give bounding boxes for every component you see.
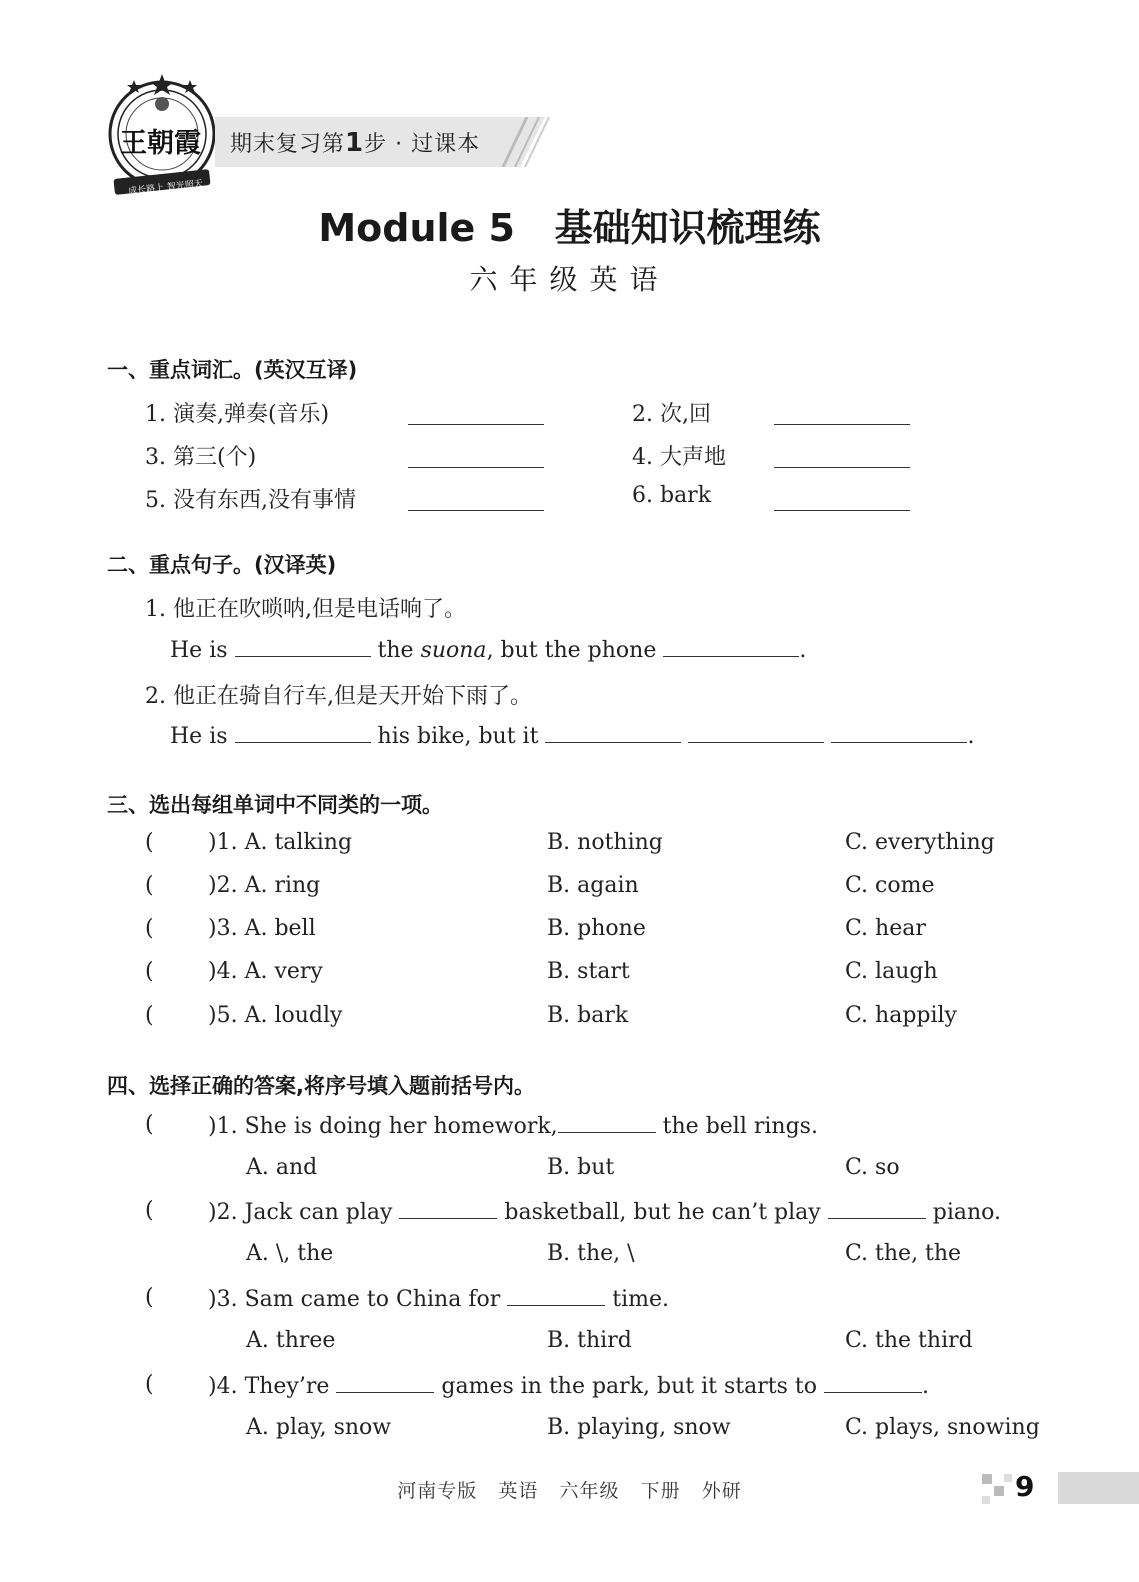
odd-one-q1: )1. A. talking xyxy=(208,830,353,855)
choice-q1-a: A. and xyxy=(246,1155,318,1180)
choice-q4-blank-2[interactable] xyxy=(824,1372,922,1393)
sentence-1-en: He is the suona, but the phone . xyxy=(170,638,807,663)
choice-q4-blank-1[interactable] xyxy=(336,1372,434,1393)
choice-q3-c: C. the third xyxy=(845,1328,973,1353)
choice-q1-b: B. but xyxy=(547,1155,615,1180)
odd-one-q4: )4. A. very xyxy=(208,959,323,984)
odd-one-q5: )5. A. loudly xyxy=(208,1003,343,1028)
sentence-2-blank-2[interactable] xyxy=(545,722,681,743)
odd-one-q2-b: B. again xyxy=(547,873,639,898)
odd-one-q3: )3. A. bell xyxy=(208,916,316,941)
odd-one-q3-b: B. phone xyxy=(547,916,646,941)
sentence-2-cn: 2. 他正在骑自行车,但是天开始下雨了。 xyxy=(145,684,532,709)
choice-q2-c: C. the, the xyxy=(845,1241,962,1266)
choice-q3-blank[interactable] xyxy=(507,1285,605,1306)
odd-one-q1-c: C. everything xyxy=(845,830,995,855)
choice-q2-blank-2[interactable] xyxy=(828,1198,926,1219)
vocab-item-3: 3. 第三(个) xyxy=(145,445,257,470)
sentence-1-blank-1[interactable] xyxy=(235,636,371,657)
choice-q3-b: B. third xyxy=(547,1328,632,1353)
odd-one-q2-c: C. come xyxy=(845,873,935,898)
vocab-blank-3[interactable] xyxy=(408,467,544,468)
page-number: 9 xyxy=(1015,1470,1035,1503)
page-subtitle: 六年级英语 xyxy=(469,263,670,296)
brand-motto: 成长路上 智光照天 xyxy=(127,179,204,197)
answer-paren[interactable]: ( xyxy=(145,1372,154,1397)
answer-paren[interactable]: ( xyxy=(145,1112,154,1137)
choice-q4-a: A. play, snow xyxy=(246,1415,392,1440)
choice-q4-b: B. playing, snow xyxy=(547,1415,731,1440)
choice-q4-c: C. plays, snowing xyxy=(845,1415,1040,1440)
choice-q2-b: B. the, \ xyxy=(547,1241,635,1266)
odd-one-q5-b: B. bark xyxy=(547,1003,629,1028)
sentence-2-blank-1[interactable] xyxy=(235,722,371,743)
sentence-1-blank-2[interactable] xyxy=(663,636,799,657)
footer-pixel-decoration xyxy=(982,1496,990,1504)
answer-paren[interactable]: ( xyxy=(145,1003,154,1028)
odd-one-q4-b: B. start xyxy=(547,959,630,984)
section4-heading: 四、选择正确的答案,将序号填入题前括号内。 xyxy=(107,1074,535,1098)
section1-heading: 一、重点词汇。(英汉互译) xyxy=(107,358,358,382)
choice-q1-blank[interactable] xyxy=(558,1112,656,1133)
vocab-blank-5[interactable] xyxy=(408,510,544,511)
answer-paren[interactable]: ( xyxy=(145,1285,154,1310)
odd-one-q3-c: C. hear xyxy=(845,916,926,941)
brand-name: 王朝霞 xyxy=(120,128,201,159)
odd-one-q1-b: B. nothing xyxy=(547,830,663,855)
vocab-blank-6[interactable] xyxy=(774,510,910,511)
vocab-blank-1[interactable] xyxy=(408,424,544,425)
choice-q3-a: A. three xyxy=(246,1328,336,1353)
sentence-2-blank-4[interactable] xyxy=(831,722,967,743)
answer-paren[interactable]: ( xyxy=(145,1198,154,1223)
page-bar xyxy=(1058,1472,1139,1504)
footer-pixel-decoration xyxy=(994,1486,1004,1496)
banner-title: 期末复习第1步 · 过课本 xyxy=(230,128,481,158)
vocab-item-4: 4. 大声地 xyxy=(632,445,726,470)
vocab-item-5: 5. 没有东西,没有事情 xyxy=(145,488,356,513)
odd-one-q5-c: C. happily xyxy=(845,1003,957,1028)
odd-one-q2: )2. A. ring xyxy=(208,873,321,898)
footer-text: 河南专版 英语 六年级 下册 外研 xyxy=(397,1480,742,1502)
answer-paren[interactable]: ( xyxy=(145,830,154,855)
choice-q4: )4. They’re games in the park, but it starts to . xyxy=(208,1374,929,1399)
choice-q2: )2. Jack can play basketball, but he can’t play piano. xyxy=(208,1200,1001,1225)
footer-pixel-decoration xyxy=(1004,1474,1012,1482)
footer-pixel-decoration xyxy=(982,1474,992,1484)
sentence-2-en: He is his bike, but it . xyxy=(170,724,975,749)
section3-heading: 三、选出每组单词中不同类的一项。 xyxy=(107,793,443,817)
vocab-blank-2[interactable] xyxy=(774,424,910,425)
odd-one-q4-c: C. laugh xyxy=(845,959,938,984)
vocab-item-2: 2. 次,回 xyxy=(632,402,711,427)
sentence-2-blank-3[interactable] xyxy=(688,722,824,743)
choice-q2-blank-1[interactable] xyxy=(399,1198,497,1219)
sentence-1-cn: 1. 他正在吹唢呐,但是电话响了。 xyxy=(145,597,466,622)
answer-paren[interactable]: ( xyxy=(145,873,154,898)
choice-q1-c: C. so xyxy=(845,1155,900,1180)
section2-heading: 二、重点句子。(汉译英) xyxy=(107,553,337,577)
vocab-blank-4[interactable] xyxy=(774,467,910,468)
vocab-item-6: 6. bark xyxy=(632,483,712,508)
choice-q2-a: A. \, the xyxy=(246,1241,334,1266)
vocab-item-1: 1. 演奏,弹奏(音乐) xyxy=(145,402,330,427)
answer-paren[interactable]: ( xyxy=(145,959,154,984)
choice-q1: )1. She is doing her homework, the bell rings. xyxy=(208,1114,818,1139)
choice-q3: )3. Sam came to China for time. xyxy=(208,1287,669,1312)
answer-paren[interactable]: ( xyxy=(145,916,154,941)
page-title: Module 5 基础知识梳理练 xyxy=(318,206,821,250)
